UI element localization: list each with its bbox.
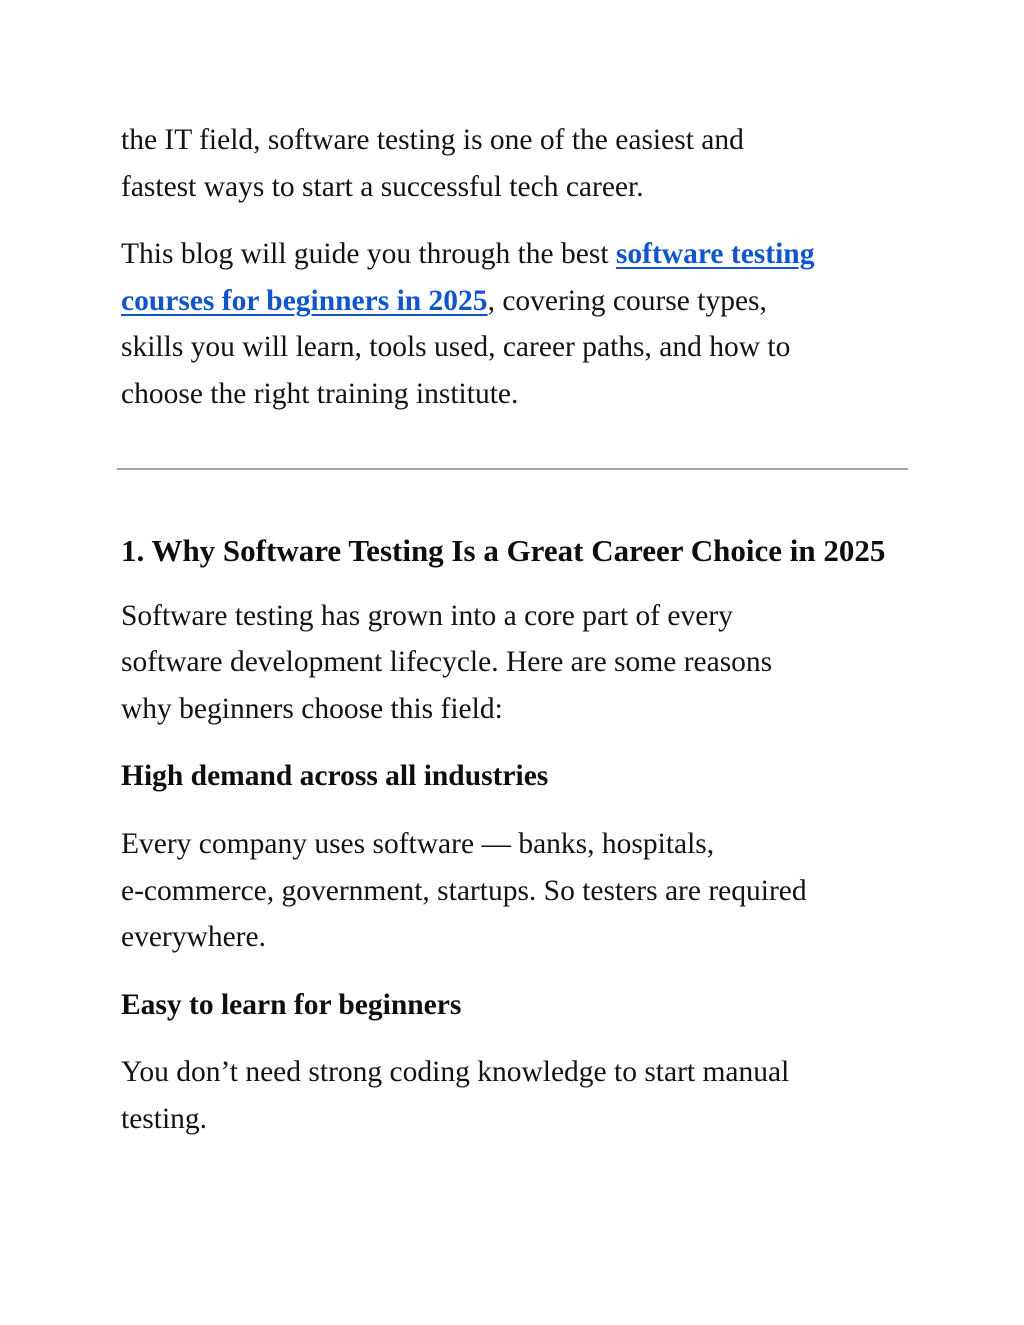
paragraph-line: Software testing has grown into a core part of every xyxy=(121,599,733,632)
high-demand-paragraph xyxy=(121,821,911,961)
subheading-high-demand: High demand across all industries xyxy=(121,760,549,793)
paragraph-text: , covering course types, xyxy=(487,284,767,317)
paragraph-line xyxy=(121,231,911,278)
horizontal-divider xyxy=(117,468,908,470)
paragraph-line: why beginners choose this field: xyxy=(121,692,503,725)
software-testing-courses-link[interactable]: software testing xyxy=(615,238,815,271)
paragraph-line: the IT field, software testing is one of the easiest and xyxy=(121,124,744,156)
easy-to-learn-paragraph xyxy=(121,1049,911,1142)
document-content xyxy=(121,117,911,1164)
paragraph-line: Every company uses software — banks, hospitals, xyxy=(121,827,715,860)
paragraph-line: everywhere. xyxy=(121,921,266,954)
paragraph-text: This blog will guide you through the best xyxy=(121,238,616,271)
paragraph-line: testing. xyxy=(121,1102,208,1135)
paragraph-line xyxy=(121,278,911,325)
paragraph-line: software development lifecycle. Here are some reasons xyxy=(121,646,773,679)
subheading-easy-to-learn: Easy to learn for beginners xyxy=(121,988,462,1021)
section-heading: 1. Why Software Testing Is a Great Career Choice in 2025 xyxy=(121,532,886,568)
paragraph-line: choose the right training institute. xyxy=(121,377,519,410)
paragraph-line: e-commerce, government, startups. So testers are required xyxy=(121,874,807,907)
section-intro-paragraph xyxy=(121,593,911,733)
paragraph-line: skills you will learn, tools used, career paths, and how to xyxy=(121,331,791,364)
intro-paragraph-2 xyxy=(121,231,911,417)
intro-paragraph-1 xyxy=(121,117,911,210)
paragraph-line: You don’t need strong coding knowledge to start manual xyxy=(121,1056,790,1089)
software-testing-courses-link[interactable]: courses for beginners in 2025 xyxy=(121,284,488,317)
paragraph-line: fastest ways to start a successful tech career. xyxy=(121,170,644,203)
